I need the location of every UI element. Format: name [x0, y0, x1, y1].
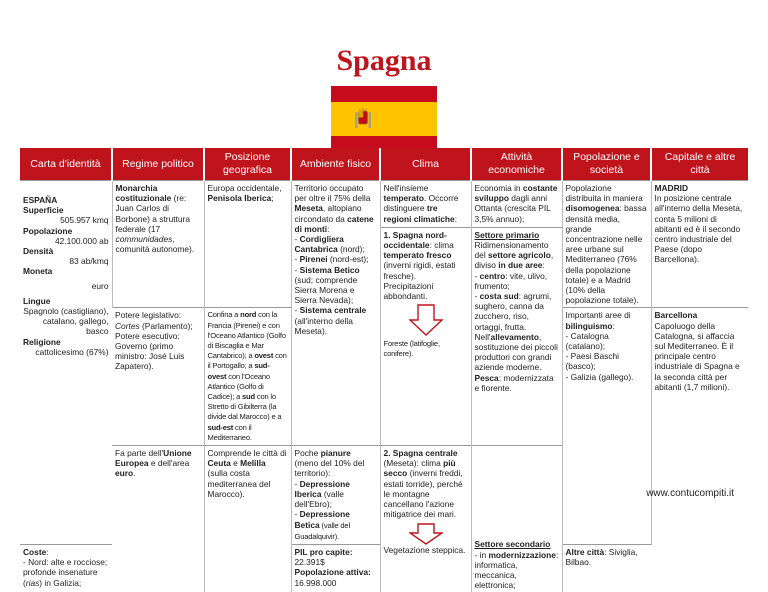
page-title: Spagna	[336, 44, 432, 77]
header-posizione: Posizione geografica	[204, 148, 291, 181]
spain-table	[20, 148, 748, 592]
clima-cell-2: 2. Spagna centrale (Meseta): clima più secco (inverni freddi, estati torride), perché le montagne cancellano l'azione mitigatrice dei mari. Vegetazione steppica.	[380, 446, 471, 592]
down-arrow-icon	[409, 523, 443, 545]
popolazione-cell-1: Popolazione distribuita in maniera disomogenea: bassa densità media, grande concentrazione nelle aree urbane sul Mediterraneo (76% della popolazione totale) e a Madrid (10% della popolazione totale).	[562, 181, 651, 308]
header-attivita: Attività economiche	[471, 148, 562, 181]
footer-url: www.contucompiti.it	[646, 488, 734, 499]
header-popolazione: Popolazione e società	[562, 148, 651, 181]
country-name: ESPAÑA	[23, 195, 58, 205]
clima-cell-1: Nell'insieme temperato. Occorre distinguere tre regioni climatiche: 1. Spagna nord-occidentale: clima temperato fresco (inverni rigidi, estati fresche). Precipitazioni abbondanti. Foreste (latifoglie, conifere).	[380, 181, 471, 446]
header-ambiente: Ambiente fisico	[291, 148, 380, 181]
header-regime: Regime politico	[112, 148, 204, 181]
down-arrow-icon	[409, 304, 443, 336]
header-carta: Carta d'identità	[20, 148, 112, 181]
capitale-cell-2: Barcellona Capoluogo della Catalogna, si affaccia sul Mediterraneo. È il principale centro industriale di Spagna e la seconda città per abitanti (1,7 milioni).	[651, 308, 748, 544]
capitale-cell-3: Altre città: Siviglia, Bilbao.	[562, 544, 651, 592]
ambiente-cell-3: Coste: - Nord: alte e rocciose; profonde insenature (rias) in Galizia;	[20, 544, 112, 592]
attivita-cell-2: Settore secondario - in modernizzazione: informatica, meccanica, elettronica;	[471, 446, 562, 592]
popolazione-cell-2: Importanti aree di bilinguismo: - Catalogna (catalano); - Paesi Baschi (basco); - Galizia (gallego).	[562, 308, 651, 544]
carta-identita-cell: ESPAÑA Superficie 505.957 kmq Popolazione 42.100.000 ab Densità 83 ab/kmq Moneta euro Lingue Spagnolo (castigliano), catalano, gallego, basco Religione cattolicesimo (67%)	[20, 181, 112, 545]
attivita-cell-1: Economia in costante sviluppo dagli anni Ottanta (crescita PIL 3,5% annuo); Settore primario Ridimensionamento del settore agricolo, diviso in due aree: - centro: vite, ulivo, frumento; - costa sud: agrumi, sughero, canna da zucchero, riso, ortaggi, frutta. Nell'allevamento, sostituzione dei piccoli produttori con grandi aziende moderne. Pesca: modernizzata e fiorente.	[471, 181, 562, 446]
regime-cell-2: Potere legislativo: Cortes (Parlamento); Potere esecutivo: Governo (primo ministro: José Luis Zapatero).	[112, 308, 204, 446]
header-capitale: Capitale e altre città	[651, 148, 748, 181]
popolazione-cell-3: PIL pro capite: 22.391$ Popolazione attiva: 16.998.000	[291, 544, 380, 592]
header-row	[20, 148, 748, 181]
posizione-cell-2: Confina a nord con la Francia (Pirenei) e con l'Oceano Atlantico (Golfo di Biscaglia e Mar Cantabrico); a ovest con il Portogallo; a sud-ovest con l'Oceano Atlantico (Golfo di Cadice); a sud con lo Stretto di Gibilterra (la divide dal Marocco) e a sud-est con il Mediterraneo.	[204, 308, 291, 446]
header-clima: Clima	[380, 148, 471, 181]
ambiente-cell-1: Territorio occupato per oltre il 75% della Meseta, altopiano circondato da catene di monti: - Cordigliera Cantabrica (nord); - Pirenei (nord-est); - Sistema Betico (sud; comprende Sierra Morena e Sierra Nevada); - Sistema centrale (all'interno della Meseta).	[291, 181, 380, 446]
regime-cell-3: Fa parte dell'Unione Europea e dell'area euro.	[112, 446, 204, 592]
spain-flag	[331, 86, 437, 152]
posizione-cell-1: Europa occidentale, Penisola Iberica;	[204, 181, 291, 308]
regime-cell-1: Monarchia costituzionale (re: Juan Carlos di Borbone) a struttura federale (17 communidades, comunità autonome).	[112, 181, 204, 308]
ambiente-cell-2: Poche pianure (meno del 10% del territorio): - Depressione Iberica (valle dell'Ebro); - Depressione Betica (valle del Guadalquivir).	[291, 446, 380, 545]
coat-of-arms-icon	[355, 106, 371, 130]
capitale-cell-1: MADRID In posizione centrale all'interno della Meseta, conta 5 milioni di abitanti ed è il secondo centro industriale del Paese (dopo Barcellona).	[651, 181, 748, 308]
posizione-cell-3: Comprende le città di Ceuta e Melilla (sulla costa mediterranea del Marocco).	[204, 446, 291, 592]
